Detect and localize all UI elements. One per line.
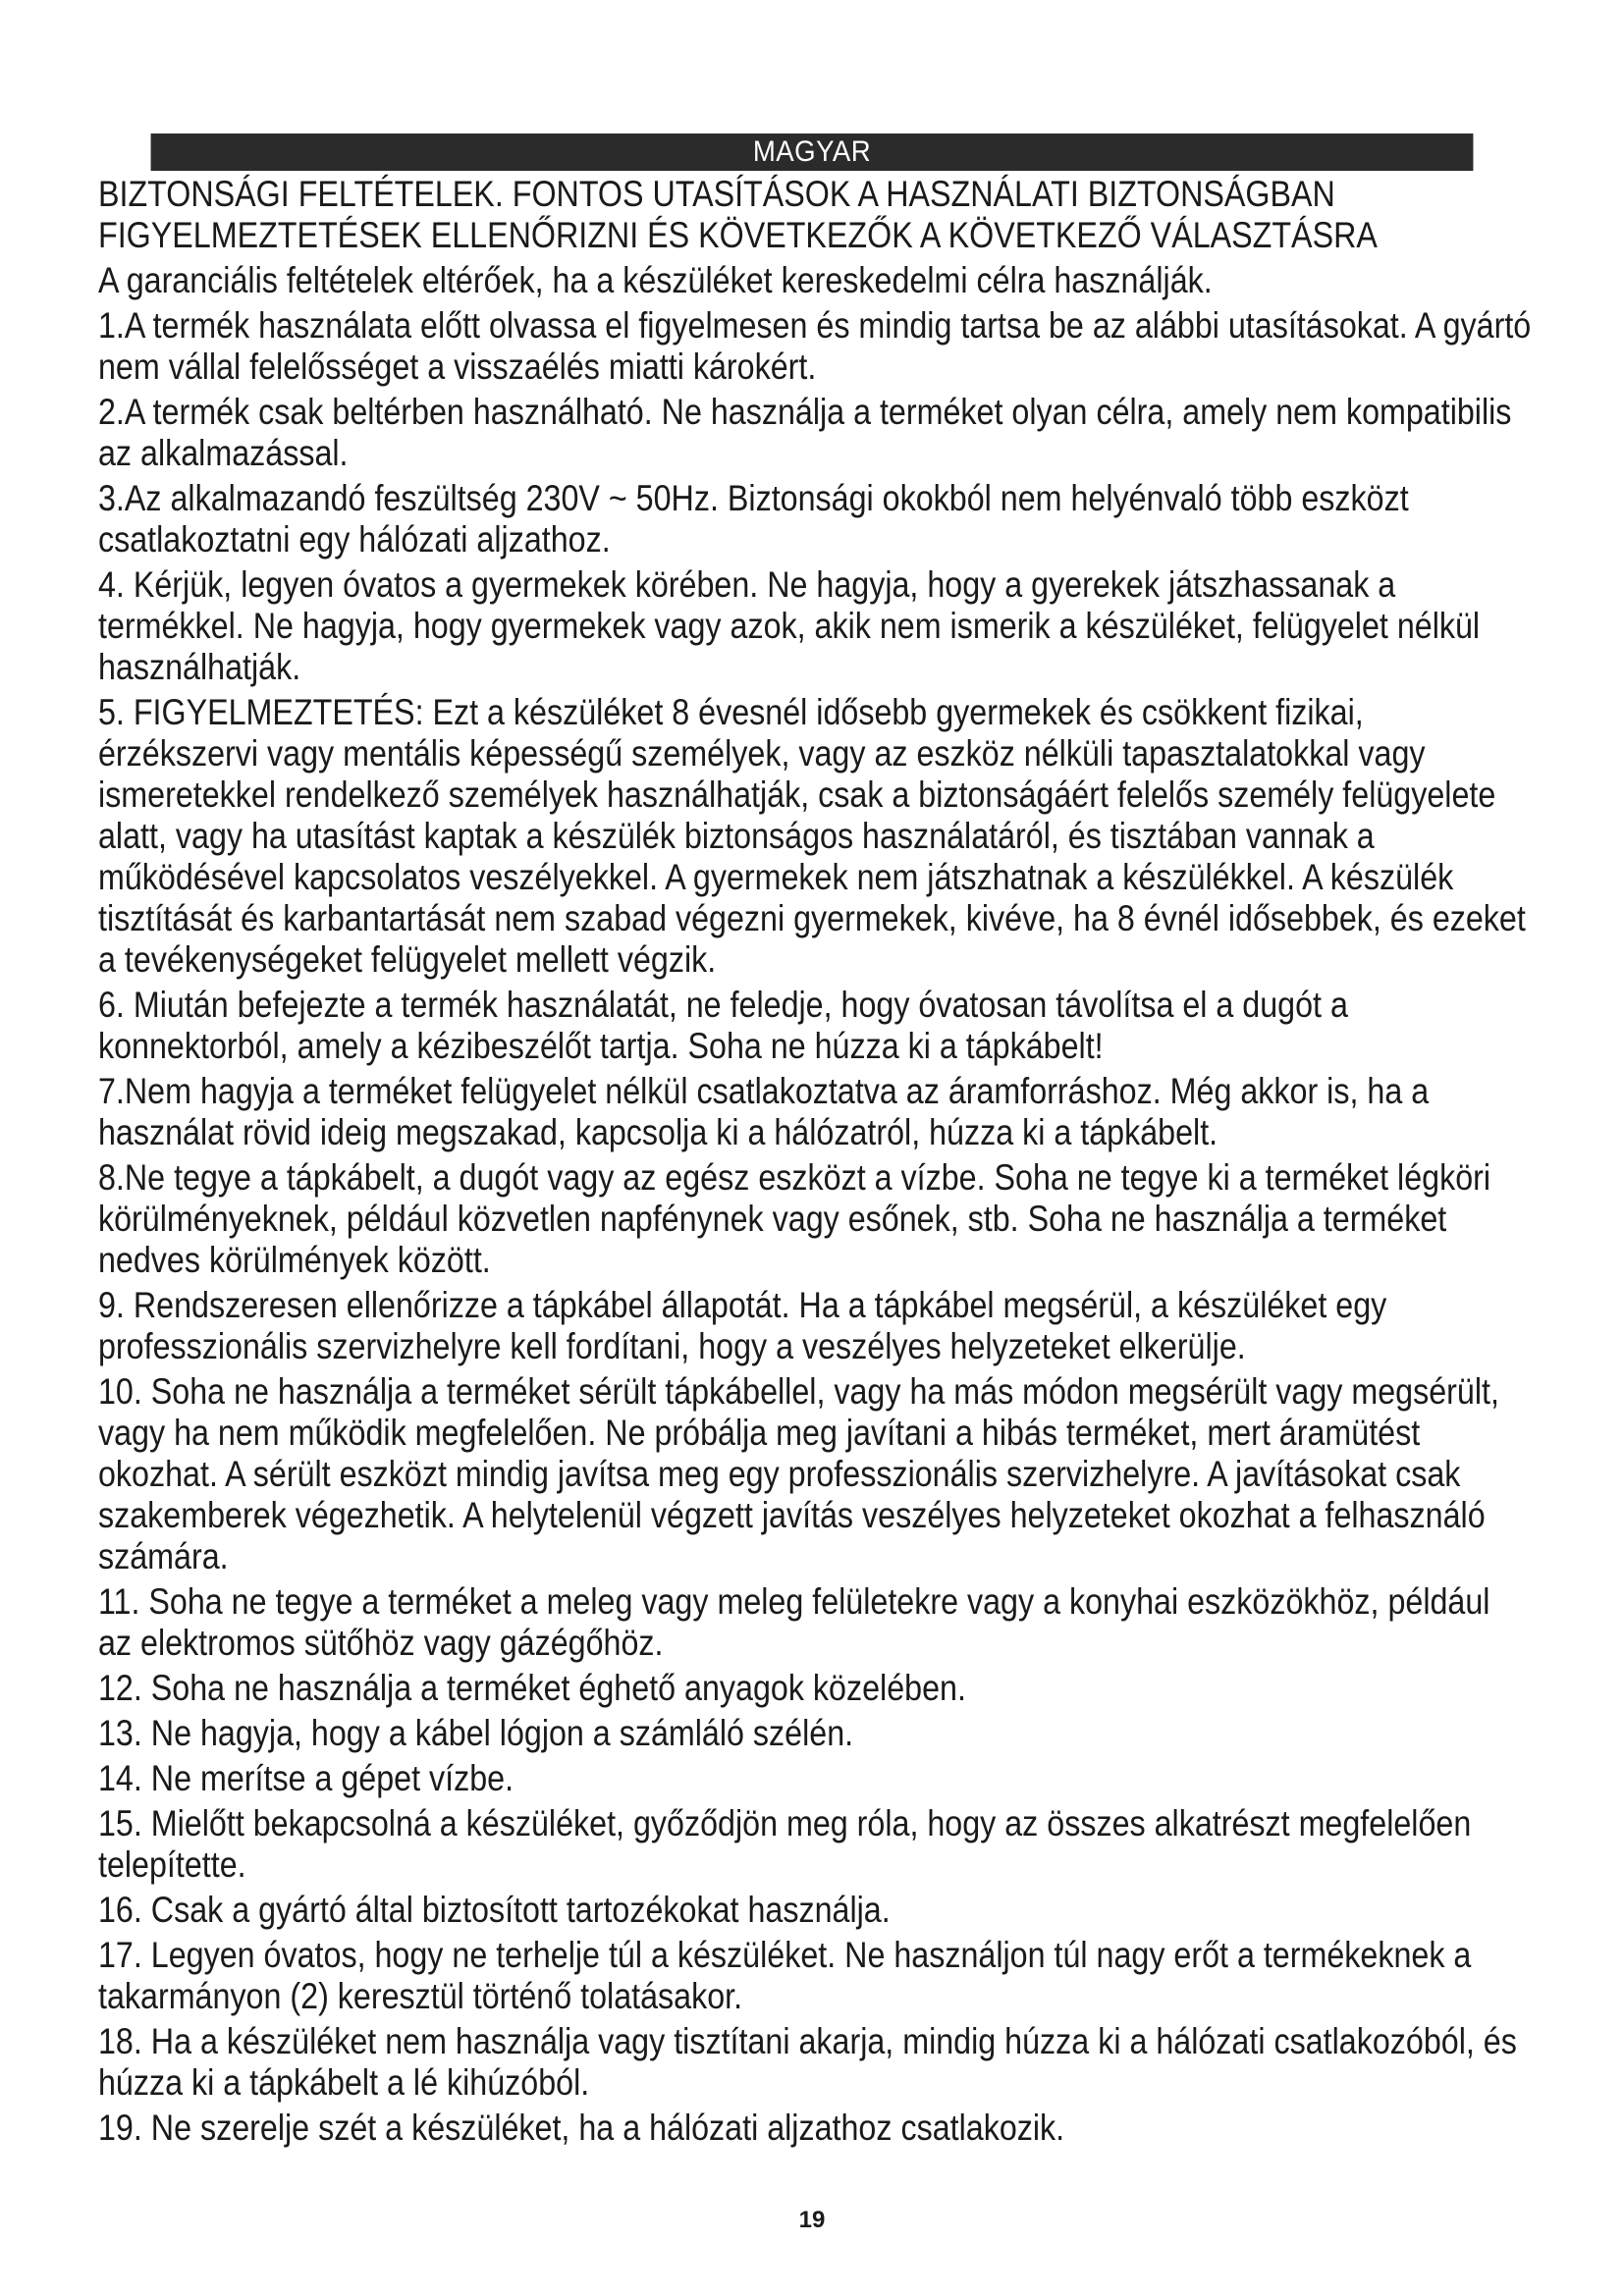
language-header-bar: MAGYAR [151, 133, 1474, 171]
warranty-intro: A garanciális feltételek eltérőek, ha a készüléket kereskedelmi célra használják. [98, 259, 1213, 300]
instruction-item-6: 6. Miután befejezte a termék használatát, ne feledje, hogy óvatosan távolítsa el a dugót a konnektorból, amely a kézibeszélőt tartja. Soha ne húzza ki a tápkábelt! [98, 984, 1348, 1066]
instruction-item-7: 7.Nem hagyja a terméket felügyelet nélkül csatlakoztatva az áramforráshoz. Még akkor is, ha a használat rövid ideig megszakad, kapcsolja ki a hálózatról, húzza ki a tápkábelt. [98, 1070, 1430, 1152]
instruction-item-11: 11. Soha ne tegye a terméket a meleg vagy meleg felületekre vagy a konyhai eszközökhöz, például az elektromos sütőhöz vagy gázégőhöz. [98, 1580, 1490, 1663]
text-block [98, 173, 1532, 2148]
instruction-item-5: 5. FIGYELMEZTETÉS: Ezt a készüléket 8 évesnél idősebb gyermekek és csökkent fizikai, érzékszervi vagy mentális képességű személyek, vagy az eszköz nélküli tapasztalatokkal vagy ismeretekkel rendelkező személyek használhatják, csak a biztonságáért felelős személy felügyelete alatt, vagy ha utasítást kaptak a készülék biztonságos használatáról, és tisztában vannak a működésével kapcsolatos veszélyekkel. A gyermekek nem játszhatnak a készülékkel. A készülék tisztítását és karbantartását nem szabad végezni gyermekek, kivéve, ha 8 évnél idősebbek, és ezeket a tevékenységeket felügyelet mellett végzik. [98, 691, 1526, 980]
instruction-item-16: 16. Csak a gyártó által biztosított tartozékokat használja. [98, 1889, 891, 1930]
safety-instructions [98, 173, 1532, 2148]
instruction-item-4: 4. Kérjük, legyen óvatos a gyermekek körében. Ne hagyja, hogy a gyerekek játszhassanak a termékkel. Ne hagyja, hogy gyermekek vagy azok, akik nem ismerik a készüléket, felügyelet nélkül használhatják. [98, 563, 1481, 687]
instruction-item-12: 12. Soha ne használja a terméket éghető anyagok közelében. [98, 1667, 966, 1708]
instruction-item-18: 18. Ha a készüléket nem használja vagy tisztítani akarja, mindig húzza ki a hálózati csatlakozóból, és húzza ki a tápkábelt a lé kihúzóból. [98, 2020, 1517, 2103]
instruction-item-3: 3.Az alkalmazandó feszültség 230V ~ 50Hz. Biztonsági okokból nem helyénvaló több eszközt csatlakoztatni egy hálózati aljzathoz. [98, 477, 1409, 560]
instruction-item-15: 15. Mielőtt bekapcsolná a készüléket, győződjön meg róla, hogy az összes alkatrészt megfelelően telepítette. [98, 1802, 1472, 1885]
page-number: 19 [798, 2207, 826, 2233]
instruction-item-14: 14. Ne merítse a gépet vízbe. [98, 1757, 514, 1798]
instruction-item-2: 2.A termék csak beltérben használható. Ne használja a terméket olyan célra, amely nem kompatibilis az alkalmazással. [98, 391, 1512, 473]
instruction-item-8: 8.Ne tegye a tápkábelt, a dugót vagy az egész eszközt a vízbe. Soha ne tegye ki a terméket légköri körülményeknek, például közvetlen napfénynek vagy esőnek, stb. Soha ne használja a terméket nedves körülmények között. [98, 1156, 1491, 1280]
safety-heading: BIZTONSÁGI FELTÉTELEK. FONTOS UTASÍTÁSOK A HASZNÁLATI BIZTONSÁGBAN FIGYELMEZTETÉSEK ELLENŐRIZNI ÉS KÖVETKEZŐK A KÖVETKEZŐ VÁLASZTÁSRA [98, 173, 1378, 255]
instruction-item-17: 17. Legyen óvatos, hogy ne terhelje túl a készüléket. Ne használjon túl nagy erőt a termékeknek a takarmányon (2) keresztül történő tolatásakor. [98, 1934, 1472, 2016]
instruction-item-10: 10. Soha ne használja a terméket sérült tápkábellel, vagy ha más módon megsérült vagy megsérült, vagy ha nem működik megfelelően. Ne próbálja meg javítani a hibás terméket, mert áramütést okozhat. A sérült eszközt mindig javítsa meg egy professzionális szervizhelyre. A javításokat csak szakemberek végezhetik. A helytelenül végzett javítás veszélyes helyzeteket okozhat a felhasználó számára. [98, 1370, 1499, 1576]
instruction-item-9: 9. Rendszeresen ellenőrizze a tápkábel állapotát. Ha a tápkábel megsérül, a készüléket egy professzionális szervizhelyre kell fordítani, hogy a veszélyes helyzeteket elkerülje. [98, 1284, 1387, 1366]
instruction-item-13: 13. Ne hagyja, hogy a kábel lógjon a számláló szélén. [98, 1712, 854, 1753]
instruction-item-19: 19. Ne szerelje szét a készüléket, ha a hálózati aljzathoz csatlakozik. [98, 2107, 1065, 2148]
instruction-item-1: 1.A termék használata előtt olvassa el figyelmesen és mindig tartsa be az alábbi utasításokat. A gyártó nem vállal felelősséget a visszaélés miatti károkért. [98, 304, 1532, 387]
